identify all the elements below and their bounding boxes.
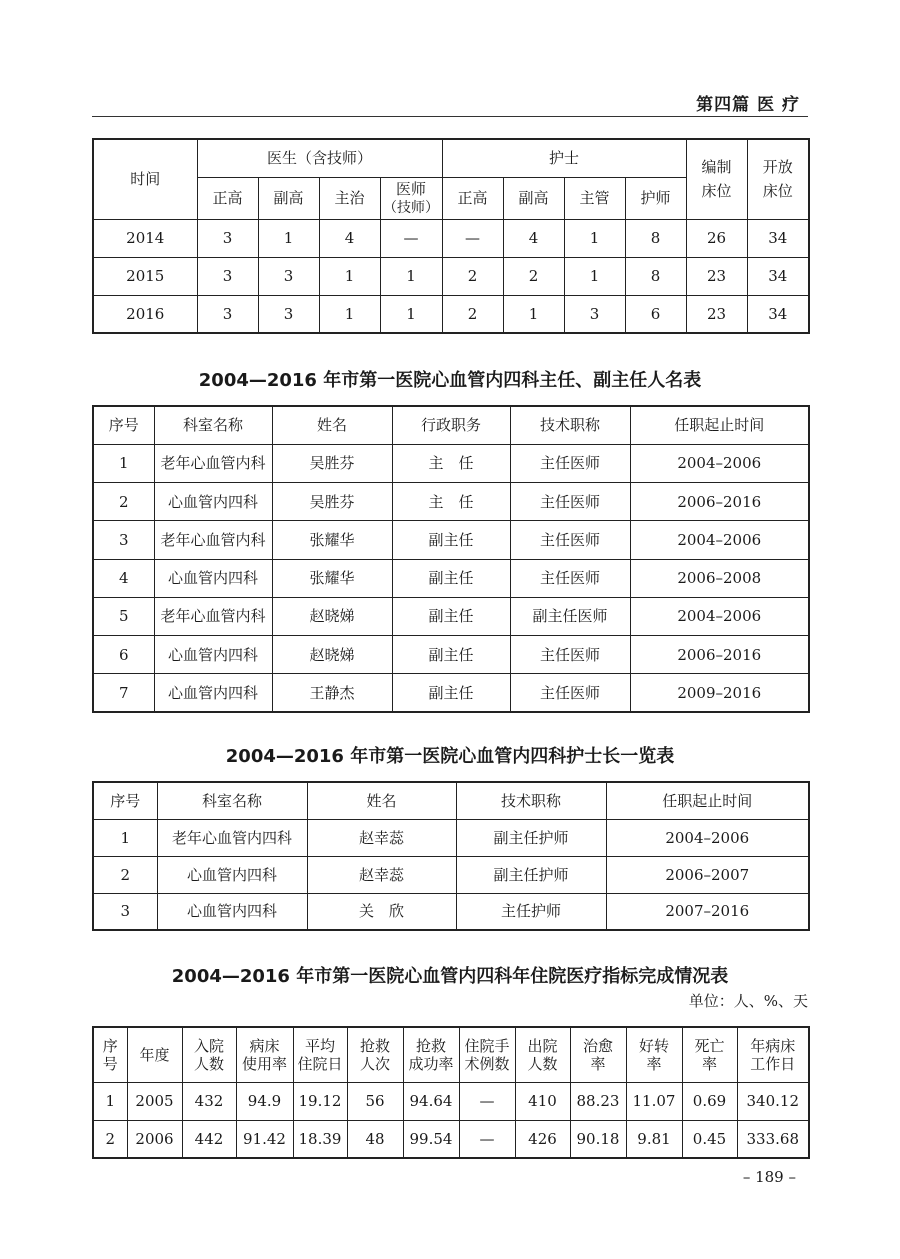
cell: 主任医师 <box>510 444 630 482</box>
inpatient-indicators-table <box>92 1026 810 1159</box>
page-number: – 189 – <box>742 1168 796 1186</box>
header-doctor-attending: 主治 <box>319 177 380 219</box>
table-header-row <box>93 406 809 444</box>
header-cell: 科室名称 <box>157 782 307 819</box>
header-cell: 抢救 成功率 <box>403 1027 459 1082</box>
cell: 34 <box>747 219 809 257</box>
cell: 1 <box>564 257 625 295</box>
cell: 3 <box>197 295 258 333</box>
header-cell: 姓名 <box>272 406 392 444</box>
cell: 34 <box>747 295 809 333</box>
table-row <box>93 521 809 559</box>
cell: 2006–2016 <box>630 636 809 674</box>
cell: 91.42 <box>236 1120 293 1158</box>
cell: 3 <box>564 295 625 333</box>
cell: 2 <box>93 1120 127 1158</box>
cell: 心血管内四科 <box>154 559 272 597</box>
header-cell: 平均 住院日 <box>293 1027 347 1082</box>
directors-table <box>92 405 810 713</box>
cell: 0.45 <box>682 1120 737 1158</box>
cell: 2016 <box>93 295 197 333</box>
header-doctor-senior: 正高 <box>197 177 258 219</box>
header-cell: 年病床 工作日 <box>737 1027 809 1082</box>
cell: 心血管内四科 <box>154 483 272 521</box>
cell: 2 <box>93 856 157 893</box>
cell: 26 <box>686 219 747 257</box>
cell: 张耀华 <box>272 559 392 597</box>
running-header <box>92 88 808 114</box>
header-nurse: 护士 <box>442 139 686 177</box>
cell: 19.12 <box>293 1082 347 1120</box>
cell: 340.12 <box>737 1082 809 1120</box>
table-row <box>93 819 809 856</box>
header-nurse-nurse: 护师 <box>625 177 686 219</box>
cell: 主任护师 <box>456 893 606 930</box>
cell: 赵幸蕊 <box>307 819 456 856</box>
cell: 副主任护师 <box>456 819 606 856</box>
cell: 主 任 <box>392 444 510 482</box>
cell: 副主任 <box>392 597 510 635</box>
cell: 赵晓娣 <box>272 636 392 674</box>
cell: 34 <box>747 257 809 295</box>
header-nurse-supervisor: 主管 <box>564 177 625 219</box>
header-cell: 序号 <box>93 782 157 819</box>
cell: 1 <box>93 1082 127 1120</box>
header-cell: 技术职称 <box>510 406 630 444</box>
cell: 2 <box>503 257 564 295</box>
cell: 4 <box>503 219 564 257</box>
cell: 3 <box>258 257 319 295</box>
staffing-table <box>92 138 810 334</box>
cell: — <box>459 1082 515 1120</box>
directors-table-title: 2004—2016 年市第一医院心血管内四科主任、副主任人名表 <box>198 370 702 391</box>
cell: 7 <box>93 674 154 712</box>
header-cell: 姓名 <box>307 782 456 819</box>
cell: 副主任 <box>392 674 510 712</box>
cell: 9.81 <box>626 1120 682 1158</box>
cell: 1 <box>380 295 442 333</box>
cell: 主 任 <box>392 483 510 521</box>
cell: 1 <box>503 295 564 333</box>
header-nurse-associate: 副高 <box>503 177 564 219</box>
cell: 3 <box>197 219 258 257</box>
cell: 2 <box>442 257 503 295</box>
cell: 2004–2006 <box>630 597 809 635</box>
cell: 2009–2016 <box>630 674 809 712</box>
cell: 赵幸蕊 <box>307 856 456 893</box>
cell: — <box>442 219 503 257</box>
cell: 4 <box>93 559 154 597</box>
cell: 老年心血管内科 <box>154 444 272 482</box>
table-row <box>93 597 809 635</box>
cell: 心血管内四科 <box>154 674 272 712</box>
table-row <box>93 893 809 930</box>
header-cell: 技术职称 <box>456 782 606 819</box>
cell: 副主任 <box>392 559 510 597</box>
cell: 2004–2006 <box>630 521 809 559</box>
cell: 442 <box>182 1120 236 1158</box>
table-row <box>93 674 809 712</box>
table-row <box>93 483 809 521</box>
header-cell: 抢救 人次 <box>347 1027 403 1082</box>
cell: 1 <box>93 444 154 482</box>
header-time: 时间 <box>93 139 197 219</box>
cell: 2015 <box>93 257 197 295</box>
header-cell: 任职起止时间 <box>630 406 809 444</box>
cell: 1 <box>258 219 319 257</box>
cell: 2006–2016 <box>630 483 809 521</box>
cell: 老年心血管内四科 <box>157 819 307 856</box>
cell: 94.64 <box>403 1082 459 1120</box>
cell: 主任医师 <box>510 483 630 521</box>
cell: 23 <box>686 295 747 333</box>
cell: 副主任 <box>392 521 510 559</box>
cell: — <box>380 219 442 257</box>
table-row <box>93 219 809 257</box>
cell: 1 <box>380 257 442 295</box>
cell: 1 <box>564 219 625 257</box>
cell: 心血管内四科 <box>157 893 307 930</box>
table-row <box>93 1082 809 1120</box>
cell: 吴胜芬 <box>272 444 392 482</box>
cell: 2014 <box>93 219 197 257</box>
header-cell: 行政职务 <box>392 406 510 444</box>
cell: 1 <box>319 295 380 333</box>
cell: 赵晓娣 <box>272 597 392 635</box>
cell: 王静杰 <box>272 674 392 712</box>
cell: 吴胜芬 <box>272 483 392 521</box>
header-cell: 序号 <box>93 406 154 444</box>
cell: 2 <box>93 483 154 521</box>
chapter-title: 第四篇 医 疗 <box>696 95 800 115</box>
cell: 主任医师 <box>510 559 630 597</box>
header-beds-planned: 编制 床位 <box>686 139 747 219</box>
cell: 副主任护师 <box>456 856 606 893</box>
cell: 心血管内四科 <box>154 636 272 674</box>
table-header-row <box>93 1027 809 1082</box>
header-doctor-physician: 医师 （技师） <box>380 177 442 219</box>
header-cell: 死亡 率 <box>682 1027 737 1082</box>
cell: 主任医师 <box>510 521 630 559</box>
cell: 主任医师 <box>510 674 630 712</box>
head-nurse-table <box>92 781 810 931</box>
header-cell: 入院 人数 <box>182 1027 236 1082</box>
head-nurse-table-title: 2004—2016 年市第一医院心血管内四科护士长一览表 <box>225 746 675 767</box>
cell: 张耀华 <box>272 521 392 559</box>
table-row <box>93 257 809 295</box>
header-doctor-associate: 副高 <box>258 177 319 219</box>
cell: 94.9 <box>236 1082 293 1120</box>
cell: 2 <box>442 295 503 333</box>
cell: 2006–2008 <box>630 559 809 597</box>
header-cell: 任职起止时间 <box>606 782 809 819</box>
cell: 1 <box>319 257 380 295</box>
header-beds-open: 开放 床位 <box>747 139 809 219</box>
header-cell: 好转 率 <box>626 1027 682 1082</box>
cell: 2005 <box>127 1082 182 1120</box>
header-cell: 出院 人数 <box>515 1027 570 1082</box>
cell: 关 欣 <box>307 893 456 930</box>
cell: 心血管内四科 <box>157 856 307 893</box>
cell: 副主任医师 <box>510 597 630 635</box>
cell: 6 <box>625 295 686 333</box>
table-row <box>93 856 809 893</box>
cell: 11.07 <box>626 1082 682 1120</box>
cell: 432 <box>182 1082 236 1120</box>
header-cell: 治愈 率 <box>570 1027 626 1082</box>
cell: 88.23 <box>570 1082 626 1120</box>
header-rule <box>92 116 808 117</box>
cell: 1 <box>93 819 157 856</box>
cell: 副主任 <box>392 636 510 674</box>
table-row <box>93 295 809 333</box>
table-row <box>93 636 809 674</box>
cell: 3 <box>258 295 319 333</box>
cell: 6 <box>93 636 154 674</box>
cell: 18.39 <box>293 1120 347 1158</box>
cell: 8 <box>625 219 686 257</box>
cell: 3 <box>93 893 157 930</box>
header-cell: 科室名称 <box>154 406 272 444</box>
cell: 410 <box>515 1082 570 1120</box>
header-cell: 住院手 术例数 <box>459 1027 515 1082</box>
table-header-row <box>93 782 809 819</box>
header-doctor: 医生（含技师） <box>197 139 442 177</box>
cell: 2004–2006 <box>630 444 809 482</box>
cell: 3 <box>197 257 258 295</box>
cell: — <box>459 1120 515 1158</box>
header-cell: 病床 使用率 <box>236 1027 293 1082</box>
cell: 99.54 <box>403 1120 459 1158</box>
header-cell: 年度 <box>127 1027 182 1082</box>
table-row <box>93 559 809 597</box>
cell: 2004–2006 <box>606 819 809 856</box>
cell: 老年心血管内科 <box>154 597 272 635</box>
table-row <box>93 444 809 482</box>
cell: 2006–2007 <box>606 856 809 893</box>
cell: 0.69 <box>682 1082 737 1120</box>
cell: 3 <box>93 521 154 559</box>
cell: 333.68 <box>737 1120 809 1158</box>
cell: 5 <box>93 597 154 635</box>
cell: 23 <box>686 257 747 295</box>
cell: 56 <box>347 1082 403 1120</box>
cell: 主任医师 <box>510 636 630 674</box>
cell: 426 <box>515 1120 570 1158</box>
inpatient-indicators-table-title: 2004—2016 年市第一医院心血管内四科年住院医疗指标完成情况表 <box>171 966 729 987</box>
cell: 2006 <box>127 1120 182 1158</box>
cell: 48 <box>347 1120 403 1158</box>
cell: 4 <box>319 219 380 257</box>
header-nurse-senior: 正高 <box>442 177 503 219</box>
cell: 老年心血管内科 <box>154 521 272 559</box>
unit-label: 单位：人、%、天 <box>688 992 808 1010</box>
cell: 90.18 <box>570 1120 626 1158</box>
cell: 8 <box>625 257 686 295</box>
table-row <box>93 1120 809 1158</box>
header-cell: 序 号 <box>93 1027 127 1082</box>
cell: 2007–2016 <box>606 893 809 930</box>
